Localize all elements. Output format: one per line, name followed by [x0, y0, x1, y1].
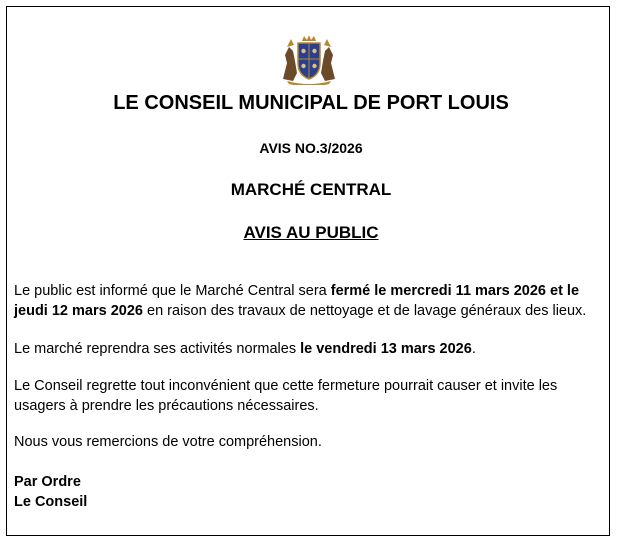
signature-line-council: Le Conseil: [14, 494, 88, 510]
notice-heading: AVIS AU PUBLIC: [243, 223, 379, 242]
signature-line-order: Par Ordre: [14, 474, 81, 490]
coat-of-arms-icon: [279, 33, 339, 85]
thanks-paragraph: Nous vous remercions de votre compréhension.: [14, 434, 322, 450]
closure-dates: fermé le mercredi 11 mars 2026 et le jeudi 12 mars 2026: [14, 283, 580, 319]
closure-paragraph: Le public est informé que le Marché Central sera fermé le mercredi 11 mars 2026 et le jeudi 12 mars 2026 en raison des travaux de nettoyage et de lavage généraux des lieux.: [14, 283, 587, 319]
council-title: LE CONSEIL MUNICIPAL DE PORT LOUIS: [113, 92, 509, 114]
apology-paragraph: Le Conseil regrette tout inconvénient que cette fermeture pourrait causer et invite les usagers à prendre les précautions nécessaires.: [14, 378, 558, 414]
reopening-date: le vendredi 13 mars 2026: [300, 341, 472, 357]
notice-subject: MARCHÉ CENTRAL: [230, 180, 392, 199]
reopening-paragraph: Le marché reprendra ses activités normales le vendredi 13 mars 2026.: [14, 341, 476, 357]
signature-block: [14, 472, 604, 512]
notice-number: AVIS NO.3/2026: [259, 140, 363, 156]
notice-frame: [6, 6, 610, 536]
